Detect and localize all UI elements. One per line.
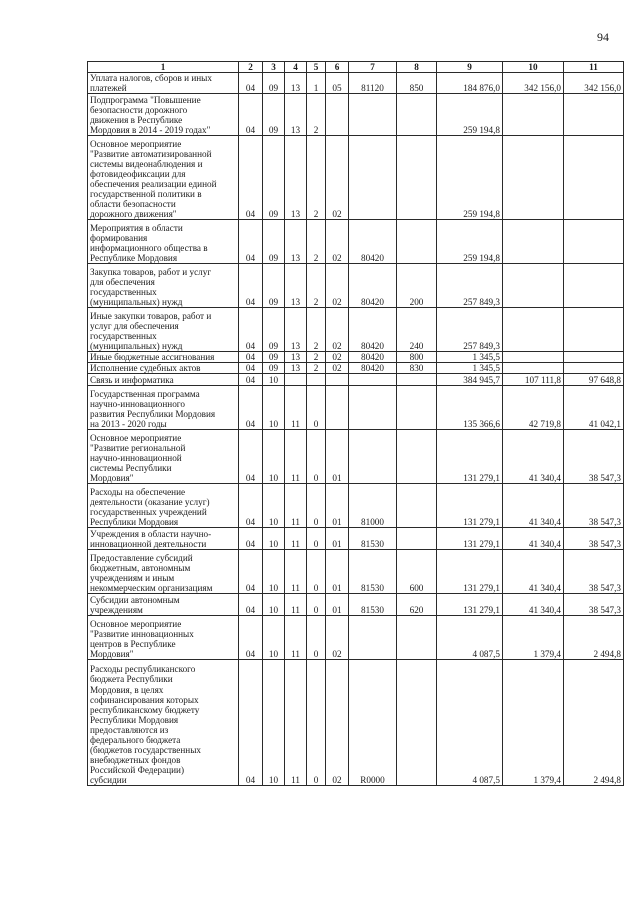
subprogram-code-cell: 2 (307, 136, 326, 220)
subsection-code-cell: 10 (263, 374, 285, 386)
amount-col9-cell: 259 194,8 (437, 136, 503, 220)
row-name-cell: Предоставление субсидий бюджетным, автономным учреждениям и иным некоммерческим организациям (88, 550, 239, 594)
section-code-cell: 04 (239, 374, 263, 386)
program-code-cell: 11 (285, 594, 307, 616)
section-code-cell: 04 (239, 363, 263, 374)
expense-type-code-cell (397, 220, 437, 264)
subprogram-code-cell: 0 (307, 550, 326, 594)
amount-col10-cell: 41 340,4 (503, 484, 564, 528)
table-row (88, 374, 624, 386)
table-row (88, 550, 624, 594)
subsection-code-cell: 10 (263, 550, 285, 594)
header-cell: 1 (88, 62, 239, 73)
expense-type-code-cell (397, 528, 437, 550)
subprogram-code-cell: 2 (307, 94, 326, 136)
amount-col9-cell: 259 194,8 (437, 220, 503, 264)
direction-code-cell: 80420 (349, 352, 397, 363)
subsection-code-cell: 10 (263, 430, 285, 484)
expense-type-code-cell (397, 386, 437, 430)
row-name-cell: Расходы на обеспечение деятельности (оказание услуг) государственных учреждений Республики Мордовия (88, 484, 239, 528)
section-code-cell: 04 (239, 136, 263, 220)
amount-col10-cell: 1 379,4 (503, 660, 564, 786)
table-row (88, 594, 624, 616)
table-row (88, 220, 624, 264)
section-code-cell: 04 (239, 660, 263, 786)
subsection-code-cell: 09 (263, 264, 285, 308)
activity-code-cell (326, 94, 349, 136)
subsection-code-cell: 09 (263, 352, 285, 363)
subsection-code-cell: 09 (263, 73, 285, 94)
direction-code-cell (349, 94, 397, 136)
row-name-cell: Уплата налогов, сборов и иных платежей (88, 73, 239, 94)
table-row (88, 264, 624, 308)
program-code-cell: 13 (285, 136, 307, 220)
amount-col10-cell (503, 220, 564, 264)
subsection-code-cell: 09 (263, 136, 285, 220)
program-code-cell: 13 (285, 73, 307, 94)
amount-col11-cell: 41 042,1 (564, 386, 624, 430)
amount-col9-cell: 131 279,1 (437, 430, 503, 484)
subsection-code-cell: 09 (263, 308, 285, 352)
header-cell: 10 (503, 62, 564, 73)
amount-col9-cell: 4 087,5 (437, 660, 503, 786)
section-code-cell: 04 (239, 264, 263, 308)
section-code-cell: 04 (239, 616, 263, 660)
amount-col11-cell: 2 494,8 (564, 616, 624, 660)
direction-code-cell: 81530 (349, 550, 397, 594)
subsection-code-cell: 10 (263, 616, 285, 660)
direction-code-cell (349, 616, 397, 660)
amount-col11-cell (564, 94, 624, 136)
expense-type-code-cell: 620 (397, 594, 437, 616)
section-code-cell: 04 (239, 550, 263, 594)
header-cell: 7 (349, 62, 397, 73)
direction-code-cell: 81530 (349, 528, 397, 550)
program-code-cell: 11 (285, 616, 307, 660)
row-name-cell: Исполнение судебных актов (88, 363, 239, 374)
program-code-cell: 13 (285, 308, 307, 352)
activity-code-cell: 02 (326, 616, 349, 660)
row-name-cell: Основное мероприятие "Развитие региональной научно-инновационной системы Республики Мордовия" (88, 430, 239, 484)
program-code-cell: 11 (285, 528, 307, 550)
direction-code-cell (349, 386, 397, 430)
table-row (88, 363, 624, 374)
expense-type-code-cell (397, 660, 437, 786)
subprogram-code-cell: 0 (307, 660, 326, 786)
section-code-cell: 04 (239, 73, 263, 94)
header-cell: 8 (397, 62, 437, 73)
expense-type-code-cell: 850 (397, 73, 437, 94)
table-row (88, 136, 624, 220)
expense-type-code-cell: 600 (397, 550, 437, 594)
subsection-code-cell: 09 (263, 363, 285, 374)
amount-col9-cell: 257 849,3 (437, 308, 503, 352)
activity-code-cell: 02 (326, 264, 349, 308)
row-name-cell: Связь и информатика (88, 374, 239, 386)
amount-col9-cell: 1 345,5 (437, 352, 503, 363)
amount-col11-cell: 38 547,3 (564, 484, 624, 528)
row-name-cell: Иные бюджетные ассигнования (88, 352, 239, 363)
subprogram-code-cell: 1 (307, 73, 326, 94)
program-code-cell: 13 (285, 264, 307, 308)
direction-code-cell (349, 374, 397, 386)
amount-col11-cell (564, 264, 624, 308)
activity-code-cell: 01 (326, 430, 349, 484)
amount-col11-cell: 38 547,3 (564, 430, 624, 484)
activity-code-cell: 02 (326, 136, 349, 220)
section-code-cell: 04 (239, 352, 263, 363)
expense-type-code-cell: 240 (397, 308, 437, 352)
expense-type-code-cell (397, 616, 437, 660)
expense-type-code-cell (397, 136, 437, 220)
amount-col9-cell: 184 876,0 (437, 73, 503, 94)
direction-code-cell: 81530 (349, 594, 397, 616)
activity-code-cell: 02 (326, 308, 349, 352)
activity-code-cell: 02 (326, 220, 349, 264)
amount-col11-cell: 38 547,3 (564, 550, 624, 594)
subprogram-code-cell: 0 (307, 594, 326, 616)
activity-code-cell: 01 (326, 550, 349, 594)
expense-type-code-cell (397, 94, 437, 136)
amount-col10-cell: 42 719,8 (503, 386, 564, 430)
header-cell: 6 (326, 62, 349, 73)
amount-col10-cell: 41 340,4 (503, 594, 564, 616)
subsection-code-cell: 09 (263, 220, 285, 264)
header-cell: 3 (263, 62, 285, 73)
direction-code-cell: R0000 (349, 660, 397, 786)
amount-col9-cell: 131 279,1 (437, 594, 503, 616)
program-code-cell: 13 (285, 352, 307, 363)
subprogram-code-cell: 0 (307, 386, 326, 430)
row-name-cell: Расходы республиканского бюджета Республики Мордовия, в целях софинансирования которых республиканскому бюджету Республики Мордовия предоставляются из федерального бюджета (бюджетов государственных внебюджетных фондов Российской Федерации) субсидии (88, 660, 239, 786)
subprogram-code-cell: 0 (307, 616, 326, 660)
amount-col9-cell: 135 366,6 (437, 386, 503, 430)
table-row (88, 308, 624, 352)
subprogram-code-cell: 2 (307, 220, 326, 264)
activity-code-cell: 05 (326, 73, 349, 94)
table-row (88, 484, 624, 528)
program-code-cell: 13 (285, 363, 307, 374)
expense-type-code-cell: 200 (397, 264, 437, 308)
subsection-code-cell: 10 (263, 594, 285, 616)
activity-code-cell: 01 (326, 594, 349, 616)
amount-col11-cell: 97 648,8 (564, 374, 624, 386)
program-code-cell: 11 (285, 550, 307, 594)
amount-col10-cell: 1 379,4 (503, 616, 564, 660)
row-name-cell: Основное мероприятие "Развитие автоматизированной системы видеонаблюдения и фотовидеофиксации для обеспечения реализации единой государственной политики в области безопасности дорожного движения" (88, 136, 239, 220)
expense-type-code-cell: 830 (397, 363, 437, 374)
page-number: 94 (597, 30, 609, 44)
expense-type-code-cell: 800 (397, 352, 437, 363)
program-code-cell: 11 (285, 484, 307, 528)
amount-col11-cell: 38 547,3 (564, 528, 624, 550)
activity-code-cell: 01 (326, 484, 349, 528)
amount-col9-cell: 257 849,3 (437, 264, 503, 308)
amount-col10-cell: 41 340,4 (503, 550, 564, 594)
program-code-cell: 13 (285, 220, 307, 264)
row-name-cell: Основное мероприятие "Развитие инновационных центров в Республике Мордовия" (88, 616, 239, 660)
subprogram-code-cell: 0 (307, 484, 326, 528)
program-code-cell: 13 (285, 94, 307, 136)
amount-col9-cell: 1 345,5 (437, 363, 503, 374)
row-name-cell: Субсидии автономным учреждениям (88, 594, 239, 616)
direction-code-cell: 81120 (349, 73, 397, 94)
section-code-cell: 04 (239, 528, 263, 550)
row-name-cell: Мероприятия в области формирования информационного общества в Республике Мордовия (88, 220, 239, 264)
amount-col9-cell: 384 945,7 (437, 374, 503, 386)
subprogram-code-cell: 2 (307, 264, 326, 308)
activity-code-cell: 01 (326, 528, 349, 550)
amount-col9-cell: 131 279,1 (437, 550, 503, 594)
amount-col10-cell (503, 94, 564, 136)
section-code-cell: 04 (239, 220, 263, 264)
subsection-code-cell: 09 (263, 94, 285, 136)
row-name-cell: Государственная программа научно-инновационного развития Республики Мордовия на 2013 - 2020 годы (88, 386, 239, 430)
subprogram-code-cell: 2 (307, 363, 326, 374)
table-row (88, 352, 624, 363)
amount-col11-cell: 342 156,0 (564, 73, 624, 94)
direction-code-cell: 80420 (349, 220, 397, 264)
direction-code-cell: 81000 (349, 484, 397, 528)
row-name-cell: Учреждения в области научно- инновационной деятельности (88, 528, 239, 550)
amount-col10-cell (503, 363, 564, 374)
activity-code-cell (326, 374, 349, 386)
table-row (88, 73, 624, 94)
amount-col11-cell: 2 494,8 (564, 660, 624, 786)
table-row (88, 430, 624, 484)
program-code-cell: 11 (285, 660, 307, 786)
budget-table (87, 61, 624, 786)
section-code-cell: 04 (239, 386, 263, 430)
section-code-cell: 04 (239, 308, 263, 352)
table-row (88, 528, 624, 550)
expense-type-code-cell (397, 374, 437, 386)
amount-col11-cell (564, 220, 624, 264)
table-row (88, 94, 624, 136)
amount-col10-cell (503, 308, 564, 352)
amount-col9-cell: 131 279,1 (437, 528, 503, 550)
expense-type-code-cell (397, 430, 437, 484)
amount-col10-cell: 107 111,8 (503, 374, 564, 386)
subsection-code-cell: 10 (263, 484, 285, 528)
header-cell: 4 (285, 62, 307, 73)
row-name-cell: Подпрограмма "Повышение безопасности дорожного движения в Республике Мордовия в 2014 - 2019 годах" (88, 94, 239, 136)
table-row (88, 616, 624, 660)
section-code-cell: 04 (239, 594, 263, 616)
header-cell: 2 (239, 62, 263, 73)
header-cell: 11 (564, 62, 624, 73)
amount-col10-cell: 41 340,4 (503, 528, 564, 550)
amount-col10-cell (503, 264, 564, 308)
amount-col10-cell: 342 156,0 (503, 73, 564, 94)
program-code-cell: 11 (285, 386, 307, 430)
amount-col9-cell: 4 087,5 (437, 616, 503, 660)
amount-col9-cell: 259 194,8 (437, 94, 503, 136)
activity-code-cell: 02 (326, 660, 349, 786)
amount-col10-cell (503, 352, 564, 363)
amount-col11-cell (564, 363, 624, 374)
subsection-code-cell: 10 (263, 528, 285, 550)
subprogram-code-cell (307, 374, 326, 386)
direction-code-cell: 80420 (349, 264, 397, 308)
section-code-cell: 04 (239, 94, 263, 136)
subsection-code-cell: 10 (263, 660, 285, 786)
section-code-cell: 04 (239, 430, 263, 484)
activity-code-cell (326, 386, 349, 430)
table-row (88, 386, 624, 430)
row-name-cell: Иные закупки товаров, работ и услуг для обеспечения государственных (муниципальных) нужд (88, 308, 239, 352)
subsection-code-cell: 10 (263, 386, 285, 430)
activity-code-cell: 02 (326, 352, 349, 363)
table-row (88, 660, 624, 786)
subprogram-code-cell: 2 (307, 308, 326, 352)
amount-col11-cell (564, 308, 624, 352)
direction-code-cell (349, 430, 397, 484)
amount-col9-cell: 131 279,1 (437, 484, 503, 528)
direction-code-cell (349, 136, 397, 220)
direction-code-cell: 80420 (349, 308, 397, 352)
amount-col10-cell (503, 136, 564, 220)
program-code-cell: 11 (285, 430, 307, 484)
program-code-cell (285, 374, 307, 386)
amount-col11-cell: 38 547,3 (564, 594, 624, 616)
amount-col11-cell (564, 352, 624, 363)
direction-code-cell: 80420 (349, 363, 397, 374)
header-row (88, 62, 624, 73)
row-name-cell: Закупка товаров, работ и услуг для обеспечения государственных (муниципальных) нужд (88, 264, 239, 308)
section-code-cell: 04 (239, 484, 263, 528)
subprogram-code-cell: 0 (307, 430, 326, 484)
header-cell: 9 (437, 62, 503, 73)
subprogram-code-cell: 2 (307, 352, 326, 363)
subprogram-code-cell: 0 (307, 528, 326, 550)
header-cell: 5 (307, 62, 326, 73)
amount-col10-cell: 41 340,4 (503, 430, 564, 484)
amount-col11-cell (564, 136, 624, 220)
expense-type-code-cell (397, 484, 437, 528)
activity-code-cell: 02 (326, 363, 349, 374)
